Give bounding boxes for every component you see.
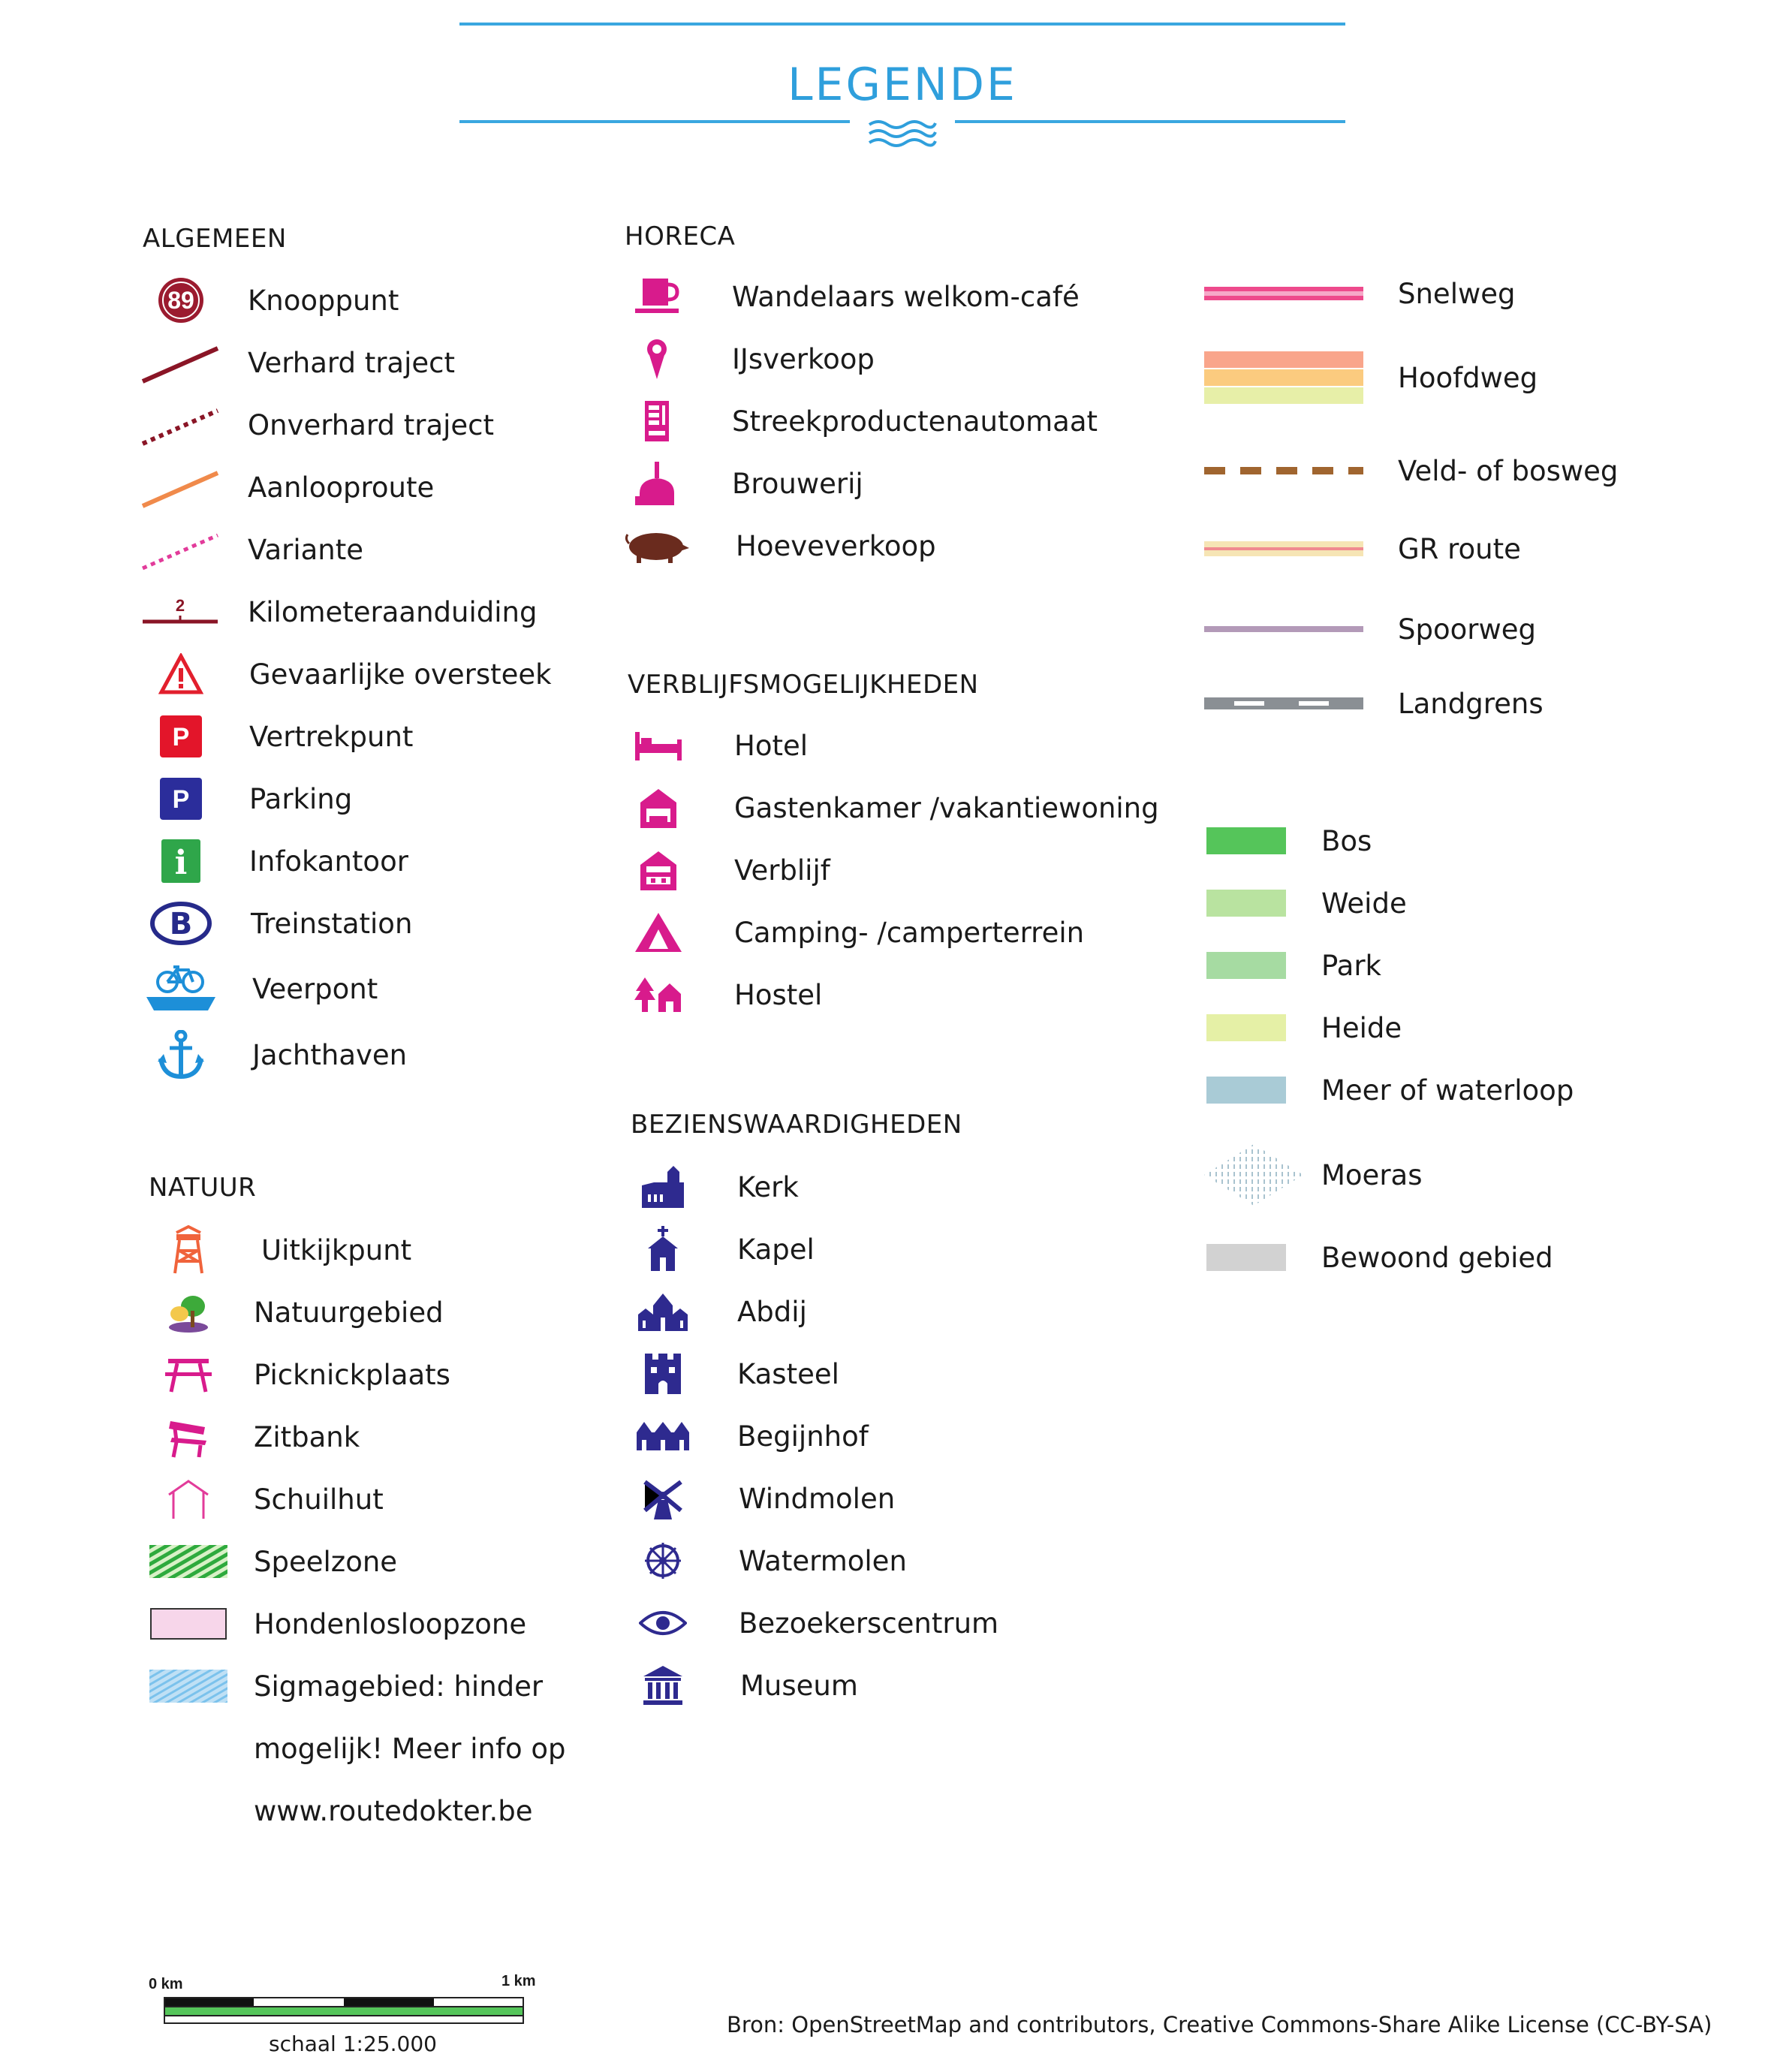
wave-icon (865, 113, 940, 150)
label-verhard-traject: Verhard traject (248, 347, 455, 379)
church-icon (622, 1161, 704, 1213)
info-icon (140, 835, 222, 887)
guest-room-icon (617, 782, 700, 834)
forest-swatch-icon (1201, 815, 1291, 867)
legend-item-heide (1201, 1001, 1682, 1054)
legend-item-moeras (1201, 1141, 1682, 1209)
label-veld-of-bosweg: Veld- of bosweg (1398, 455, 1619, 487)
legend-item-hoofdweg (1201, 351, 1682, 404)
scale-end-label: 1 km (501, 1973, 536, 1989)
variant-line-icon (140, 523, 222, 576)
scale-bar-graphic (164, 1997, 524, 2024)
label-sigmagebied: Sigmagebied: hinder (254, 1670, 544, 1703)
castle-icon (622, 1348, 704, 1400)
built-up-swatch-icon (1201, 1231, 1291, 1284)
title-bottom-rule-right (955, 120, 1345, 123)
label-wandelaars-welkom-cafe: Wandelaars welkom-café (732, 281, 1080, 313)
label-hondenlosloopzone: Hondenlosloopzone (254, 1608, 527, 1640)
scale-ratio-label: schaal 1:25.000 (269, 2031, 437, 2056)
legend-item-bewoond-gebied (1201, 1231, 1682, 1284)
label-bewoond-gebied: Bewoond gebied (1321, 1242, 1553, 1274)
label-meer-of-waterloop: Meer of waterloop (1321, 1074, 1574, 1107)
unpaved-line-icon (140, 399, 222, 451)
legend-item-spoorweg (1201, 603, 1682, 655)
cafe-cup-icon (616, 270, 698, 323)
legend-item-snelweg (1201, 267, 1682, 320)
heading-horeca: HORECA (625, 221, 736, 251)
label-onverhard-traject: Onverhard traject (248, 409, 495, 441)
nature-area-icon (147, 1286, 230, 1339)
scale-bar (149, 1967, 539, 2057)
label-park: Park (1321, 950, 1381, 982)
play-zone-swatch-icon (147, 1535, 230, 1588)
sigma-area-swatch-icon (147, 1660, 230, 1712)
svg-text:i: i (174, 844, 188, 882)
label-gr-route: GR route (1398, 533, 1521, 565)
label-picknickplaats: Picknickplaats (254, 1359, 450, 1391)
dog-zone-swatch-icon (147, 1598, 230, 1650)
label-weide: Weide (1321, 887, 1407, 920)
label-ijsverkoop: IJsverkoop (732, 343, 875, 375)
ferry-icon (140, 962, 222, 1015)
label-knooppunt: Knooppunt (248, 285, 399, 317)
label-streekproductenautomaat: Streekproductenautomaat (732, 405, 1098, 438)
label-camping: Camping- /camperterrein (734, 917, 1085, 949)
label-watermolen: Watermolen (739, 1545, 907, 1577)
routedokter-link-text: www.routedokter.be (254, 1795, 533, 1827)
tent-icon (617, 906, 700, 959)
lookout-tower-icon (147, 1224, 230, 1276)
vending-machine-icon (616, 395, 698, 447)
label-hotel: Hotel (734, 730, 809, 762)
paved-line-icon (140, 336, 222, 389)
label-museum: Museum (740, 1670, 858, 1702)
label-windmolen: Windmolen (739, 1483, 896, 1515)
hotel-bed-icon (617, 719, 700, 772)
label-gevaarlijke-oversteek: Gevaarlijke oversteek (249, 658, 552, 691)
track-line-icon (1201, 444, 1366, 497)
park-swatch-icon (1201, 939, 1291, 992)
heading-verblijfsmogelijkheden: VERBLIJFSMOGELIJKHEDEN (628, 670, 979, 700)
svg-text:B: B (169, 907, 193, 941)
legend-item-veld-of-bosweg (1201, 444, 1682, 497)
shelter-icon (147, 1473, 230, 1525)
label-heide: Heide (1321, 1012, 1402, 1044)
water-swatch-icon (1201, 1064, 1291, 1116)
knooppunt-icon (140, 274, 222, 327)
legend-title-block (459, 15, 1345, 150)
chapel-icon (622, 1223, 704, 1275)
border-line-icon (1201, 677, 1366, 730)
meadow-swatch-icon (1201, 877, 1291, 929)
museum-icon (622, 1659, 704, 1712)
legend-item-gr-route (1201, 523, 1682, 575)
svg-text:89: 89 (167, 287, 194, 314)
train-station-icon (140, 897, 222, 950)
approach-line-icon (140, 461, 222, 513)
lodging-icon (617, 844, 700, 896)
visitor-center-eye-icon (622, 1597, 704, 1649)
label-vertrekpunt: Vertrekpunt (249, 721, 414, 753)
farm-pig-icon (616, 520, 698, 572)
title-bottom-rule-left (459, 120, 850, 123)
svg-text:2: 2 (175, 596, 185, 615)
scale-start-label: 0 km (149, 1976, 183, 1992)
label-aanlooproute: Aanlooproute (248, 471, 435, 504)
label-spoorweg: Spoorweg (1398, 613, 1536, 646)
label-abdij: Abdij (737, 1296, 807, 1328)
label-bos: Bos (1321, 825, 1372, 857)
title-top-rule (459, 23, 1345, 26)
railway-line-icon (1201, 603, 1366, 655)
svg-text:P: P (172, 723, 190, 751)
bench-icon (147, 1411, 230, 1463)
label-bezoekerscentrum: Bezoekerscentrum (739, 1607, 999, 1640)
svg-text:P: P (172, 785, 190, 814)
label-parking: Parking (249, 783, 353, 815)
label-gastenkamer: Gastenkamer /vakantiewoning (734, 792, 1159, 824)
label-hoeveverkoop: Hoeveverkoop (736, 530, 936, 562)
anchor-icon (140, 1028, 222, 1081)
motorway-line-icon (1201, 267, 1366, 320)
label-infokantoor: Infokantoor (249, 845, 408, 878)
abbey-icon (622, 1285, 704, 1338)
label-kapel: Kapel (737, 1233, 815, 1266)
legend-item-meer-of-waterloop (1201, 1064, 1682, 1116)
watermill-icon (622, 1534, 704, 1587)
hostel-icon (617, 968, 700, 1021)
gr-route-line-icon (1201, 523, 1366, 575)
heading-bezienswaardigheden: BEZIENSWAARDIGHEDEN (631, 1110, 962, 1140)
label-moeras: Moeras (1321, 1159, 1423, 1191)
label-natuurgebied: Natuurgebied (254, 1297, 444, 1329)
warning-triangle-icon (140, 648, 222, 700)
label-veerpont: Veerpont (252, 973, 378, 1005)
heading-algemeen: ALGEMEEN (143, 224, 287, 254)
heath-swatch-icon (1201, 1001, 1291, 1054)
legend-item-park (1201, 939, 1682, 992)
heading-natuur: NATUUR (149, 1173, 257, 1203)
legend-item-bos (1201, 815, 1682, 867)
legend-item-weide (1201, 877, 1682, 929)
label-speelzone: Speelzone (254, 1546, 398, 1578)
label-verblijf: Verblijf (734, 854, 830, 887)
label-jachthaven: Jachthaven (252, 1039, 408, 1071)
label-zitbank: Zitbank (254, 1421, 360, 1453)
label-landgrens: Landgrens (1398, 688, 1544, 720)
ice-cream-icon (616, 333, 698, 385)
label-hostel: Hostel (734, 979, 823, 1011)
km-marker-icon (140, 586, 222, 638)
main-road-line-icon (1201, 351, 1366, 404)
windmill-icon (622, 1472, 704, 1525)
label-kasteel: Kasteel (737, 1358, 839, 1390)
start-point-icon (140, 710, 222, 763)
label-hoofdweg: Hoofdweg (1398, 362, 1538, 394)
marsh-swatch-icon (1201, 1141, 1306, 1209)
label-snelweg: Snelweg (1398, 278, 1516, 310)
label-uitkijkpunt: Uitkijkpunt (261, 1234, 412, 1266)
label-brouwerij: Brouwerij (732, 468, 863, 500)
label-kilometeraanduiding: Kilometeraanduiding (248, 596, 538, 628)
source-attribution: Bron: OpenStreetMap and contributors, Creative Commons-Share Alike License (CC-BY-SA) (727, 2012, 1712, 2037)
brewery-icon (616, 457, 698, 510)
label-treinstation: Treinstation (251, 908, 413, 940)
label-kerk: Kerk (737, 1171, 799, 1203)
legend-title: LEGENDE (788, 59, 1017, 111)
picnic-table-icon (147, 1348, 230, 1401)
label-variante: Variante (248, 534, 363, 566)
label-begijnhof: Begijnhof (737, 1420, 869, 1453)
beguinage-icon (622, 1410, 704, 1462)
legend-item-landgrens (1201, 677, 1682, 730)
parking-icon (140, 772, 222, 825)
label-schuilhut: Schuilhut (254, 1483, 384, 1516)
